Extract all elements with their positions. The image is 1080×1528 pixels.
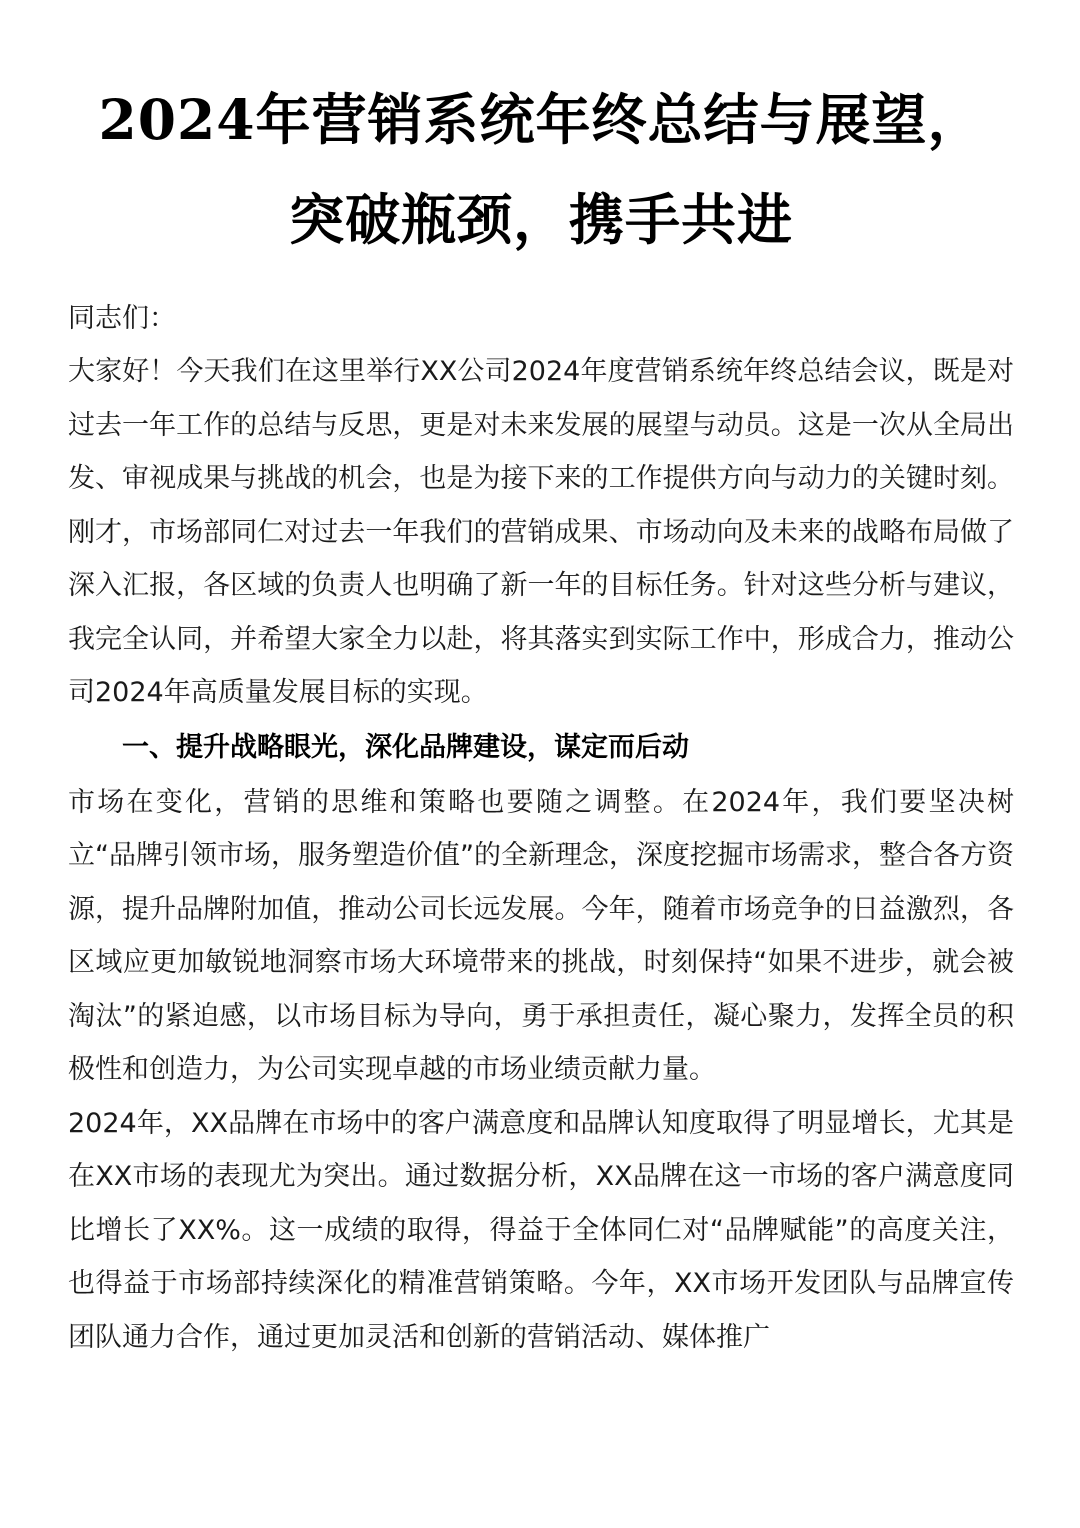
salutation: 同志们：: [68, 303, 176, 334]
document-title: [68, 70, 1014, 270]
title-line-1: 2024年营销系统年终总结与展望，: [98, 87, 984, 152]
section-paragraph: 2024年，XX品牌在市场中的客户满意度和品牌认知度取得了明显增长，尤其是在XX市场的表现尤为突出。通过数据分析，XX品牌在这一市场的客户满意度同比增长了XX%。这一成绩的取得，得益于全体同仁对“品牌赋能”的高度关注，也得益于市场部持续深化的精准营销策略。今年，XX市场开发团队与品牌宣传团队通力合作，通过更加灵活和创新的营销活动、媒体推广: [68, 1107, 1014, 1353]
section-paragraph: 市场在变化，营销的思维和策略也要随之调整。在2024年，我们要坚决树立“品牌引领市场，服务塑造价值”的全新理念，深度挖掘市场需求，整合各方资源，提升品牌附加值，推动公司长远发展。今年，随着市场竞争的日益激烈，各区域应更加敏锐地洞察市场大环境带来的挑战，时刻保持“如果不进步，就会被淘汰”的紧迫感，以市场目标为导向，勇于承担责任，凝心聚力，发挥全员的积极性和创造力，为公司实现卓越的市场业绩贡献力量。: [68, 786, 1014, 1085]
title-line-2: 突破瓶颈，携手共进: [288, 187, 793, 252]
intro-paragraph: 大家好！今天我们在这里举行XX公司2024年度营销系统年终总结会议，既是对过去一年工作的总结与反思，更是对未来发展的展望与动员。这是一次从全局出发、审视成果与挑战的机会，也是为接下来的工作提供方向与动力的关键时刻。刚才，市场部同仁对过去一年我们的营销成果、市场动向及未来的战略布局做了深入汇报，各区域的负责人也明确了新一年的目标任务。针对这些分析与建议，我完全认同，并希望大家全力以赴，将其落实到实际工作中，形成合力，推动公司2024年高质量发展目标的实现。: [68, 356, 1014, 708]
section-heading-1: 一、提升战略眼光，深化品牌建设，谋定而后动: [122, 731, 689, 763]
